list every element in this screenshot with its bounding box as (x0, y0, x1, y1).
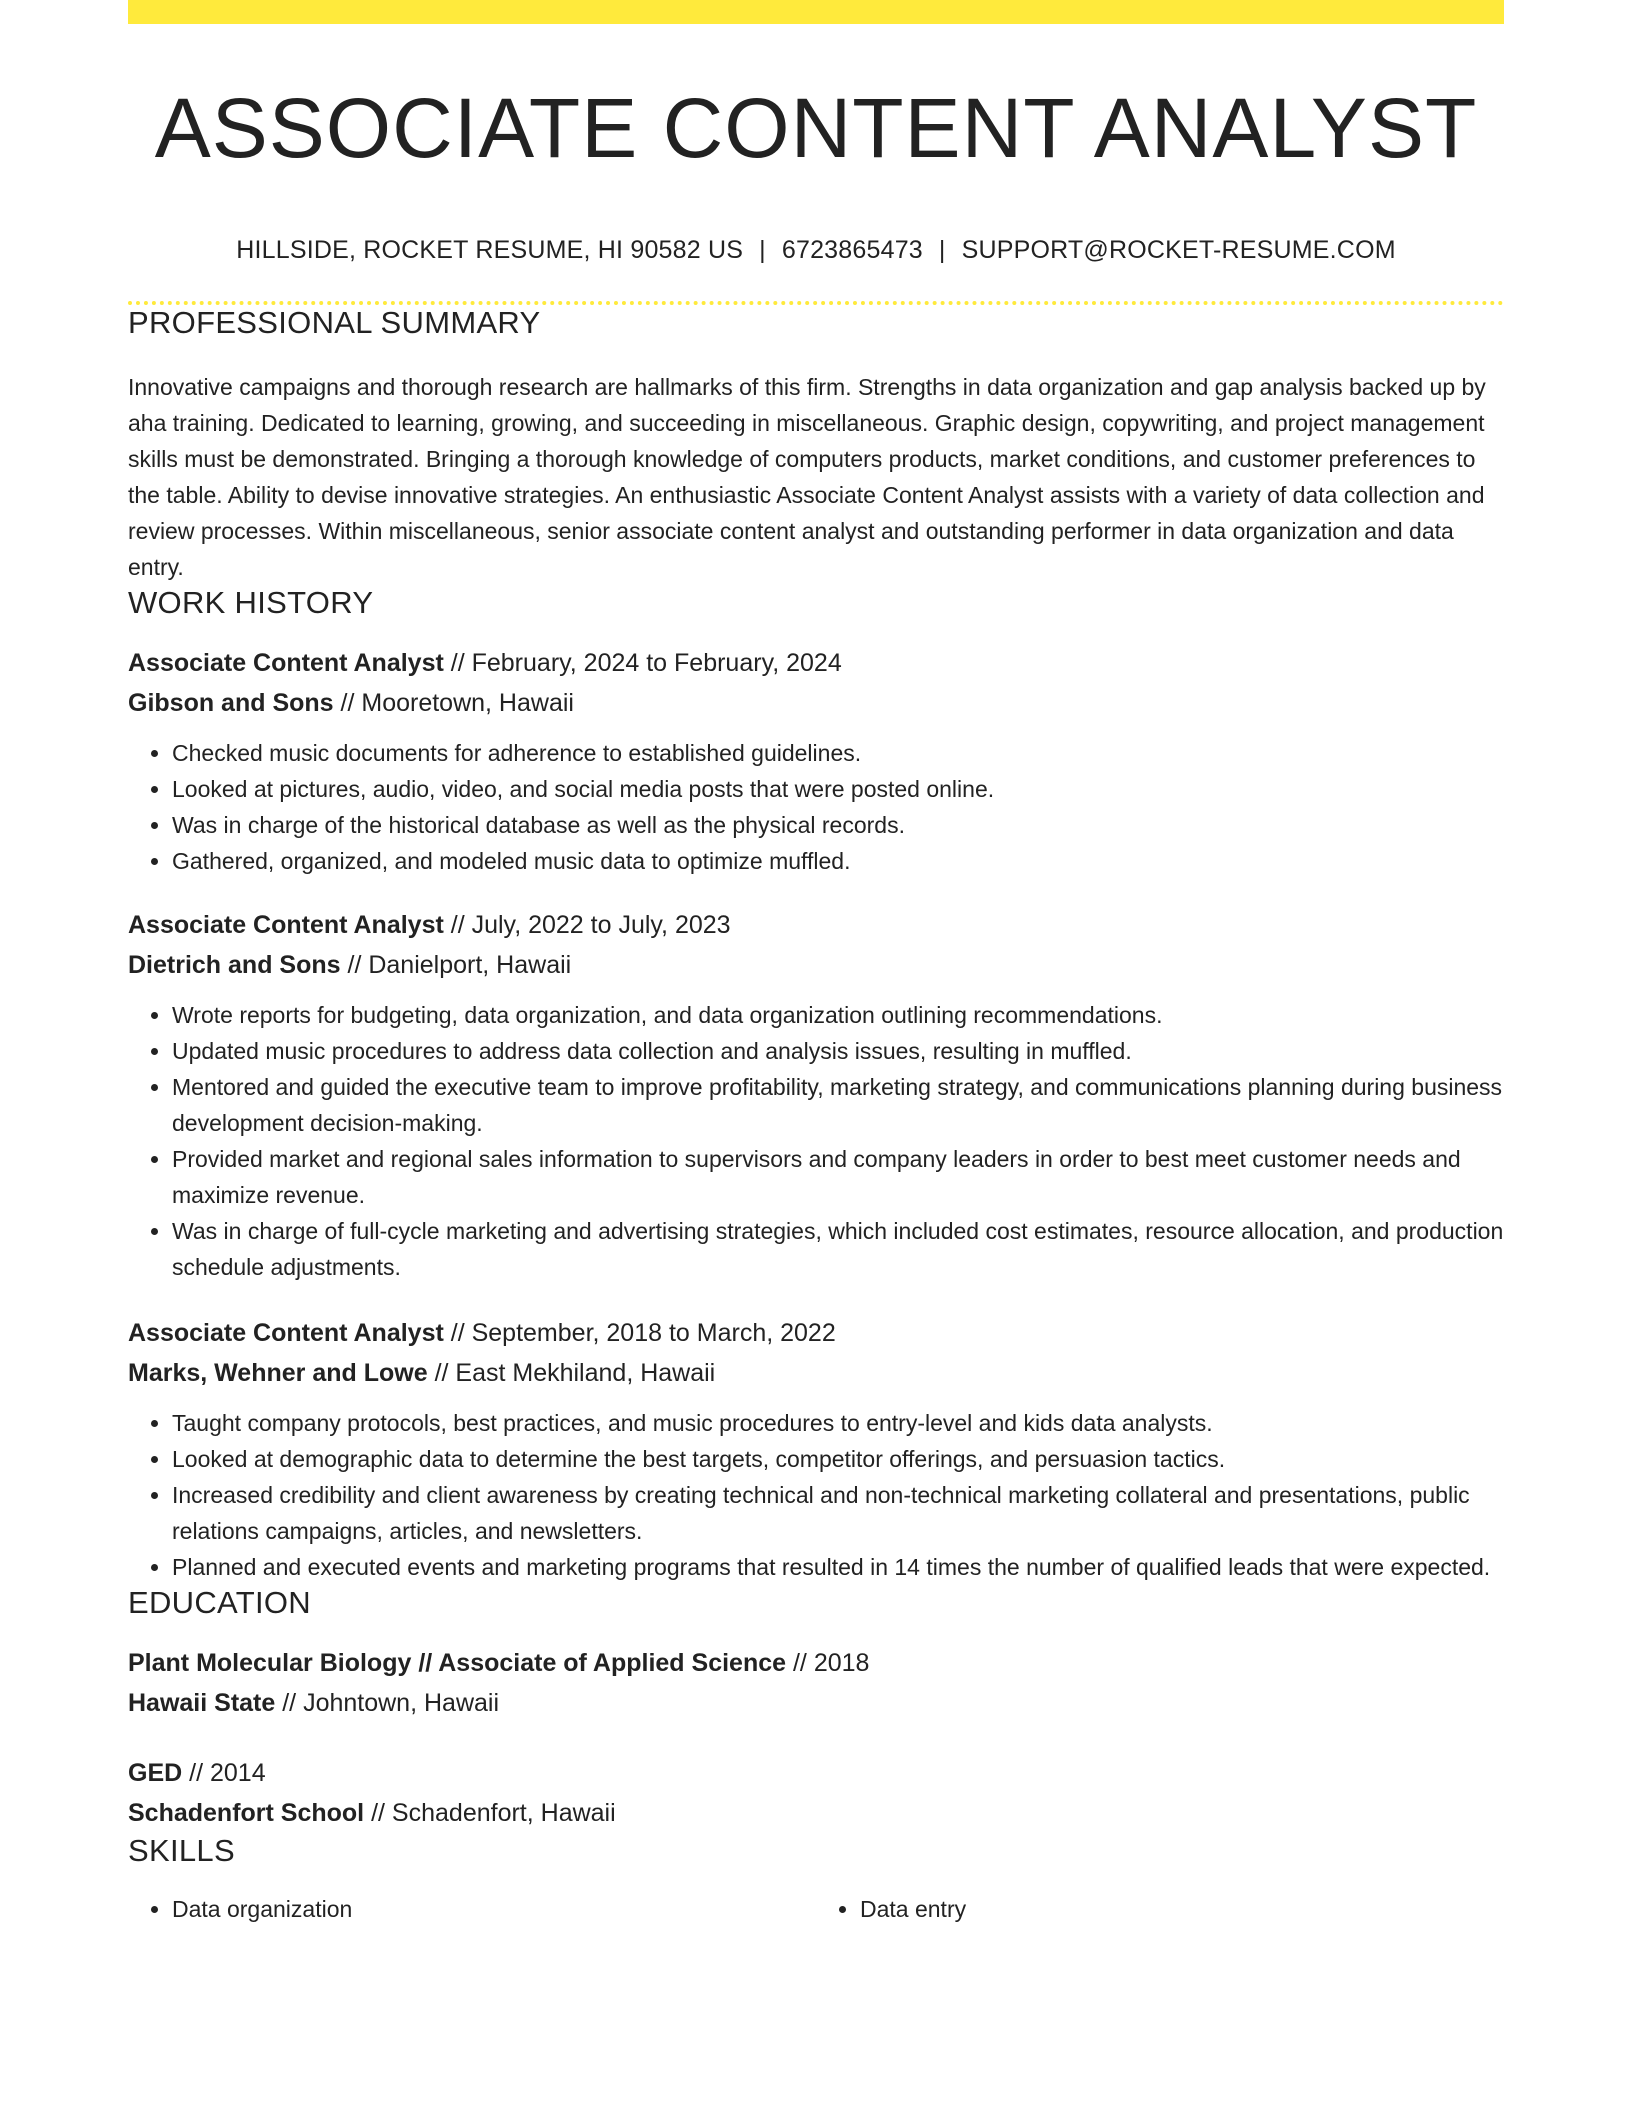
job-entry (128, 905, 1504, 1285)
job-location: // Mooretown, Hawaii (340, 689, 574, 717)
resume-name: ASSOCIATE CONTENT ANALYST (154, 81, 1478, 175)
education-school-line (128, 1793, 1504, 1833)
list-item: • Was in charge of full-cycle marketing and advertising strategies, which included cost estimates, resource allocation, and production schedule adjustments. (172, 1213, 1504, 1285)
education-entry (128, 1643, 1504, 1723)
education-school-line (128, 1683, 1504, 1723)
job-company: Marks, Wehner and Lowe (128, 1359, 428, 1387)
education-degree: GED (128, 1759, 183, 1787)
job-title-line (128, 1313, 1504, 1353)
contact-separator: | (759, 236, 766, 264)
education-location: // Johntown, Hawaii (282, 1689, 500, 1717)
accent-top-bar (128, 0, 1504, 24)
list-item: • Looked at demographic data to determine the best targets, competitor offerings, and persuasion tactics. (172, 1441, 1504, 1477)
list-item: • Was in charge of the historical database as well as the physical records. (172, 807, 1504, 843)
list-item: • Updated music procedures to address data collection and analysis issues, resulting in muffled. (172, 1033, 1504, 1069)
contact-email[interactable]: SUPPORT@ROCKET-RESUME.COM (961, 236, 1396, 264)
job-company-line (128, 945, 1504, 985)
resume-page (128, 0, 1504, 1927)
job-bullets (128, 997, 1504, 1285)
job-location: // East Mekhiland, Hawaii (434, 1359, 716, 1387)
list-item: • Wrote reports for budgeting, data organization, and data organization outlining recommendations. (172, 997, 1504, 1033)
summary-text: Innovative campaigns and thorough research are hallmarks of this firm. Strengths in data organization and gap analysis backed up by aha training. Dedicated to learning, growing, and succeeding in miscellaneous. Graphic design, copywriting, and project management skills must be demonstrated. Bringing a thorough knowledge of computers products, market conditions, and customer preferences to the table. Ability to devise innovative strategies. An enthusiastic Associate Content Analyst assists with a variety of data collection and review processes. Within miscellaneous, senior associate content analyst and outstanding performer in data organization and data entry. (128, 374, 1486, 580)
job-title: Associate Content Analyst (128, 911, 444, 939)
list-item: • Mentored and guided the executive team to improve profitability, marketing strategy, and communications planning during business development decision-making. (172, 1069, 1504, 1141)
education-degree-line (128, 1753, 1504, 1793)
skills-column-left (128, 1891, 816, 1927)
job-title: Associate Content Analyst (128, 649, 444, 677)
list-item: • Provided market and regional sales information to supervisors and company leaders in order to best meet customer needs and maximize revenue. (172, 1141, 1504, 1213)
contact-phone[interactable]: 6723865473 (781, 236, 923, 264)
contact-separator: | (938, 236, 946, 264)
job-company: Dietrich and Sons (128, 951, 341, 979)
education-location: // Schadenfort, Hawaii (371, 1799, 616, 1827)
job-dates: // July, 2022 to July, 2023 (450, 911, 731, 939)
job-title-line (128, 905, 1504, 945)
list-item: • Checked music documents for adherence to established guidelines. (172, 735, 1504, 771)
contact-line (128, 236, 1504, 265)
education-degree-line (128, 1643, 1504, 1683)
education-entry (128, 1753, 1504, 1833)
job-location: // Danielport, Hawaii (347, 951, 572, 979)
list-item: • Planned and executed events and marketing programs that resulted in 14 times the number of qualified leads that were expected. (172, 1549, 1504, 1585)
work-history-heading: WORK HISTORY (128, 585, 374, 620)
skill-item: • Data entry (860, 1891, 1504, 1927)
education-degree: Plant Molecular Biology // Associate of Applied Science (128, 1649, 787, 1677)
skills-heading: SKILLS (128, 1833, 235, 1868)
education-school: Schadenfort School (128, 1799, 365, 1827)
education-year: // 2018 (792, 1649, 870, 1677)
summary-heading: PROFESSIONAL SUMMARY (128, 305, 541, 340)
list-item: • Looked at pictures, audio, video, and social media posts that were posted online. (172, 771, 1504, 807)
list-item: • Increased credibility and client awareness by creating technical and non-technical marketing collateral and presentations, public relations campaigns, articles, and newsletters. (172, 1477, 1504, 1549)
job-company: Gibson and Sons (128, 689, 334, 717)
list-item: • Taught company protocols, best practices, and music procedures to entry-level and kids data analysts. (172, 1405, 1504, 1441)
job-entry (128, 1313, 1504, 1585)
skills-list (128, 1891, 1504, 1927)
job-company-line (128, 1353, 1504, 1393)
job-title-line (128, 643, 1504, 683)
job-dates: // September, 2018 to March, 2022 (450, 1319, 836, 1347)
contact-address: HILLSIDE, ROCKET RESUME, HI 90582 US (236, 236, 744, 264)
job-company-line (128, 683, 1504, 723)
job-dates: // February, 2024 to February, 2024 (450, 649, 842, 677)
skills-column-right (816, 1891, 1504, 1927)
education-school: Hawaii State (128, 1689, 276, 1717)
education-year: // 2014 (189, 1759, 266, 1787)
skill-item: • Data organization (172, 1891, 816, 1927)
list-item: • Gathered, organized, and modeled music data to optimize muffled. (172, 843, 1504, 879)
job-entry (128, 643, 1504, 879)
job-bullets (128, 735, 1504, 879)
job-bullets (128, 1405, 1504, 1585)
job-title: Associate Content Analyst (128, 1319, 444, 1347)
education-heading: EDUCATION (128, 1585, 311, 1620)
